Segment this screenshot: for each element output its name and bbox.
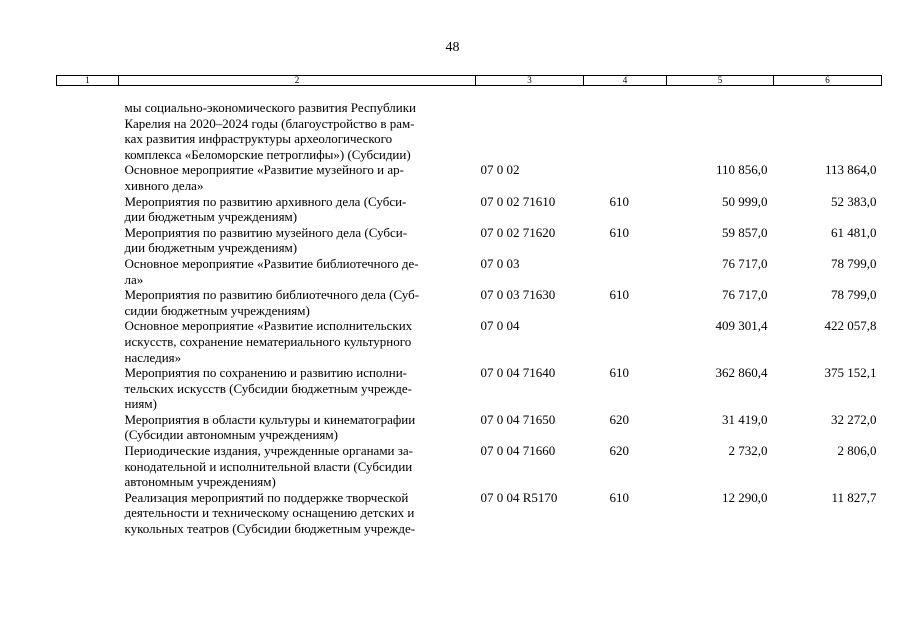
description-line: Мероприятия по развитию музейного дела (Субси- bbox=[124, 224, 408, 240]
cell-target-code: 07 0 03 bbox=[480, 255, 520, 271]
page-number: 48 bbox=[445, 40, 460, 55]
cell-target-code: 07 0 02 bbox=[480, 162, 520, 178]
cell-expense-type: 610 bbox=[609, 287, 629, 303]
description-line: Реализация мероприятий по поддержке творческой bbox=[124, 489, 409, 505]
description-line: Мероприятия по сохранению и развитию исполни- bbox=[124, 365, 407, 381]
table-row bbox=[57, 194, 882, 225]
column-number-4: 4 bbox=[584, 76, 667, 86]
column-number-2: 2 bbox=[119, 76, 476, 86]
description-line: искусств, сохранение нематериального культурного bbox=[124, 333, 412, 349]
cell-amount-col5: 59 857,0 bbox=[722, 224, 768, 240]
cell-description bbox=[119, 194, 476, 225]
cell-expense-type: 610 bbox=[609, 224, 629, 240]
cell-amount-col6 bbox=[774, 86, 882, 163]
cell-amount-col6: 2 806,0 bbox=[837, 443, 877, 459]
cell-amount-col6: 32 272,0 bbox=[831, 411, 877, 427]
description-line: дии бюджетным учреждениям) bbox=[124, 209, 298, 225]
table-body bbox=[57, 86, 882, 537]
cell-description bbox=[119, 162, 476, 193]
description-line: мы социально-экономического развития Республики bbox=[124, 100, 417, 115]
table-row bbox=[57, 86, 882, 163]
table-row bbox=[57, 287, 882, 318]
column-number-3: 3 bbox=[476, 76, 584, 86]
cell-amount-col5: 31 419,0 bbox=[722, 411, 768, 427]
description-line: комплекса «Беломорские петроглифы») (Субсидии) bbox=[124, 146, 411, 162]
cell-index bbox=[57, 443, 119, 490]
cell-amount-col5: 2 732,0 bbox=[728, 443, 768, 459]
cell-amount-col6: 375 152,1 bbox=[824, 365, 877, 381]
description-line: хивного дела» bbox=[124, 177, 204, 193]
cell-target-code: 07 0 04 71650 bbox=[480, 411, 556, 427]
cell-amount-col5: 362 860,4 bbox=[715, 365, 768, 381]
cell-amount-col5: 76 717,0 bbox=[722, 255, 768, 271]
cell-description bbox=[119, 256, 476, 287]
cell-description bbox=[119, 365, 476, 412]
cell-description bbox=[119, 318, 476, 365]
cell-expense-type: 620 bbox=[609, 443, 629, 459]
cell-expense-type bbox=[584, 256, 667, 287]
description-line: Основное мероприятие «Развитие исполнительских bbox=[124, 318, 413, 334]
table-row bbox=[57, 443, 882, 490]
column-number-1: 1 bbox=[57, 76, 119, 86]
description-line: (Субсидии автономным учреждениям) bbox=[124, 427, 338, 443]
cell-expense-type bbox=[584, 162, 667, 193]
cell-expense-type bbox=[584, 318, 667, 365]
cell-expense-type bbox=[584, 86, 667, 163]
description-line: ла» bbox=[124, 271, 144, 287]
cell-index bbox=[57, 318, 119, 365]
cell-expense-type: 620 bbox=[609, 411, 629, 427]
cell-amount-col5: 409 301,4 bbox=[715, 318, 768, 334]
cell-index bbox=[57, 490, 119, 537]
description-line: Мероприятия по развитию библиотечного дела (Суб- bbox=[124, 287, 420, 303]
cell-amount-col5: 110 856,0 bbox=[715, 162, 768, 178]
cell-description bbox=[119, 490, 476, 537]
cell-index bbox=[57, 225, 119, 256]
table-row bbox=[57, 225, 882, 256]
table-row bbox=[57, 490, 882, 537]
description-line: деятельности и техническому оснащению детских и bbox=[124, 505, 415, 521]
description-line: Основное мероприятие «Развитие музейного и ар- bbox=[124, 162, 404, 178]
cell-amount-col5 bbox=[667, 86, 774, 163]
cell-description bbox=[119, 287, 476, 318]
description-line: конодательной и исполнительной власти (Субсидии bbox=[124, 458, 413, 474]
description-line: Мероприятия в области культуры и кинематографии bbox=[124, 411, 416, 427]
table-row bbox=[57, 318, 882, 365]
cell-target-code: 07 0 04 bbox=[480, 318, 520, 334]
cell-target-code bbox=[476, 86, 584, 163]
description-line: автономным учреждениям) bbox=[124, 474, 276, 490]
cell-description bbox=[119, 443, 476, 490]
cell-description bbox=[119, 412, 476, 443]
cell-target-code: 07 0 04 71640 bbox=[480, 365, 556, 381]
cell-index bbox=[57, 365, 119, 412]
cell-amount-col5: 76 717,0 bbox=[722, 287, 768, 303]
column-number-5: 5 bbox=[667, 76, 774, 86]
description-line: наследия» bbox=[124, 349, 182, 365]
cell-amount-col6: 78 799,0 bbox=[831, 255, 877, 271]
cell-amount-col6: 422 057,8 bbox=[824, 318, 877, 334]
cell-target-code: 07 0 02 71610 bbox=[480, 193, 556, 209]
description-line: ниям) bbox=[124, 396, 157, 412]
cell-amount-col6: 61 481,0 bbox=[831, 224, 877, 240]
cell-amount-col5: 50 999,0 bbox=[722, 193, 768, 209]
description-line: дии бюджетным учреждениям) bbox=[124, 240, 298, 256]
cell-description bbox=[119, 86, 476, 163]
cell-target-code: 07 0 02 71620 bbox=[480, 224, 556, 240]
cell-index bbox=[57, 256, 119, 287]
description-line: сидии бюджетным учреждениям) bbox=[124, 302, 310, 318]
cell-target-code: 07 0 03 71630 bbox=[480, 287, 556, 303]
table-row bbox=[57, 365, 882, 412]
column-number-6: 6 bbox=[774, 76, 882, 86]
cell-amount-col6: 78 799,0 bbox=[831, 287, 877, 303]
cell-index bbox=[57, 287, 119, 318]
table-header-row bbox=[57, 76, 882, 86]
cell-index bbox=[57, 86, 119, 163]
description-line: кукольных театров (Субсидии бюджетным учрежде- bbox=[124, 521, 416, 537]
description-line: Мероприятия по развитию архивного дела (Субси- bbox=[124, 193, 407, 209]
cell-amount-col6: 113 864,0 bbox=[824, 162, 877, 178]
description-line: ках развития инфраструктуры археологического bbox=[124, 131, 393, 147]
cell-description bbox=[119, 225, 476, 256]
description-line: Карелия на 2020–2024 годы (благоустройство в рам- bbox=[124, 115, 415, 131]
cell-amount-col6: 52 383,0 bbox=[831, 193, 877, 209]
description-line: Периодические издания, учрежденные органами за- bbox=[124, 443, 413, 459]
table-row bbox=[57, 256, 882, 287]
description-line: тельских искусств (Субсидии бюджетным учрежде- bbox=[124, 380, 412, 396]
table-row bbox=[57, 412, 882, 443]
cell-index bbox=[57, 194, 119, 225]
budget-table bbox=[56, 75, 882, 537]
cell-expense-type: 610 bbox=[609, 489, 629, 505]
cell-index bbox=[57, 412, 119, 443]
cell-target-code: 07 0 04 R5170 bbox=[480, 489, 558, 505]
cell-amount-col5: 12 290,0 bbox=[722, 489, 768, 505]
description-line: Основное мероприятие «Развитие библиотечного де- bbox=[124, 255, 419, 271]
cell-expense-type: 610 bbox=[609, 365, 629, 381]
cell-amount-col6: 11 827,7 bbox=[831, 489, 877, 505]
cell-expense-type: 610 bbox=[609, 193, 629, 209]
cell-target-code: 07 0 04 71660 bbox=[480, 443, 556, 459]
cell-index bbox=[57, 162, 119, 193]
table-row bbox=[57, 162, 882, 193]
